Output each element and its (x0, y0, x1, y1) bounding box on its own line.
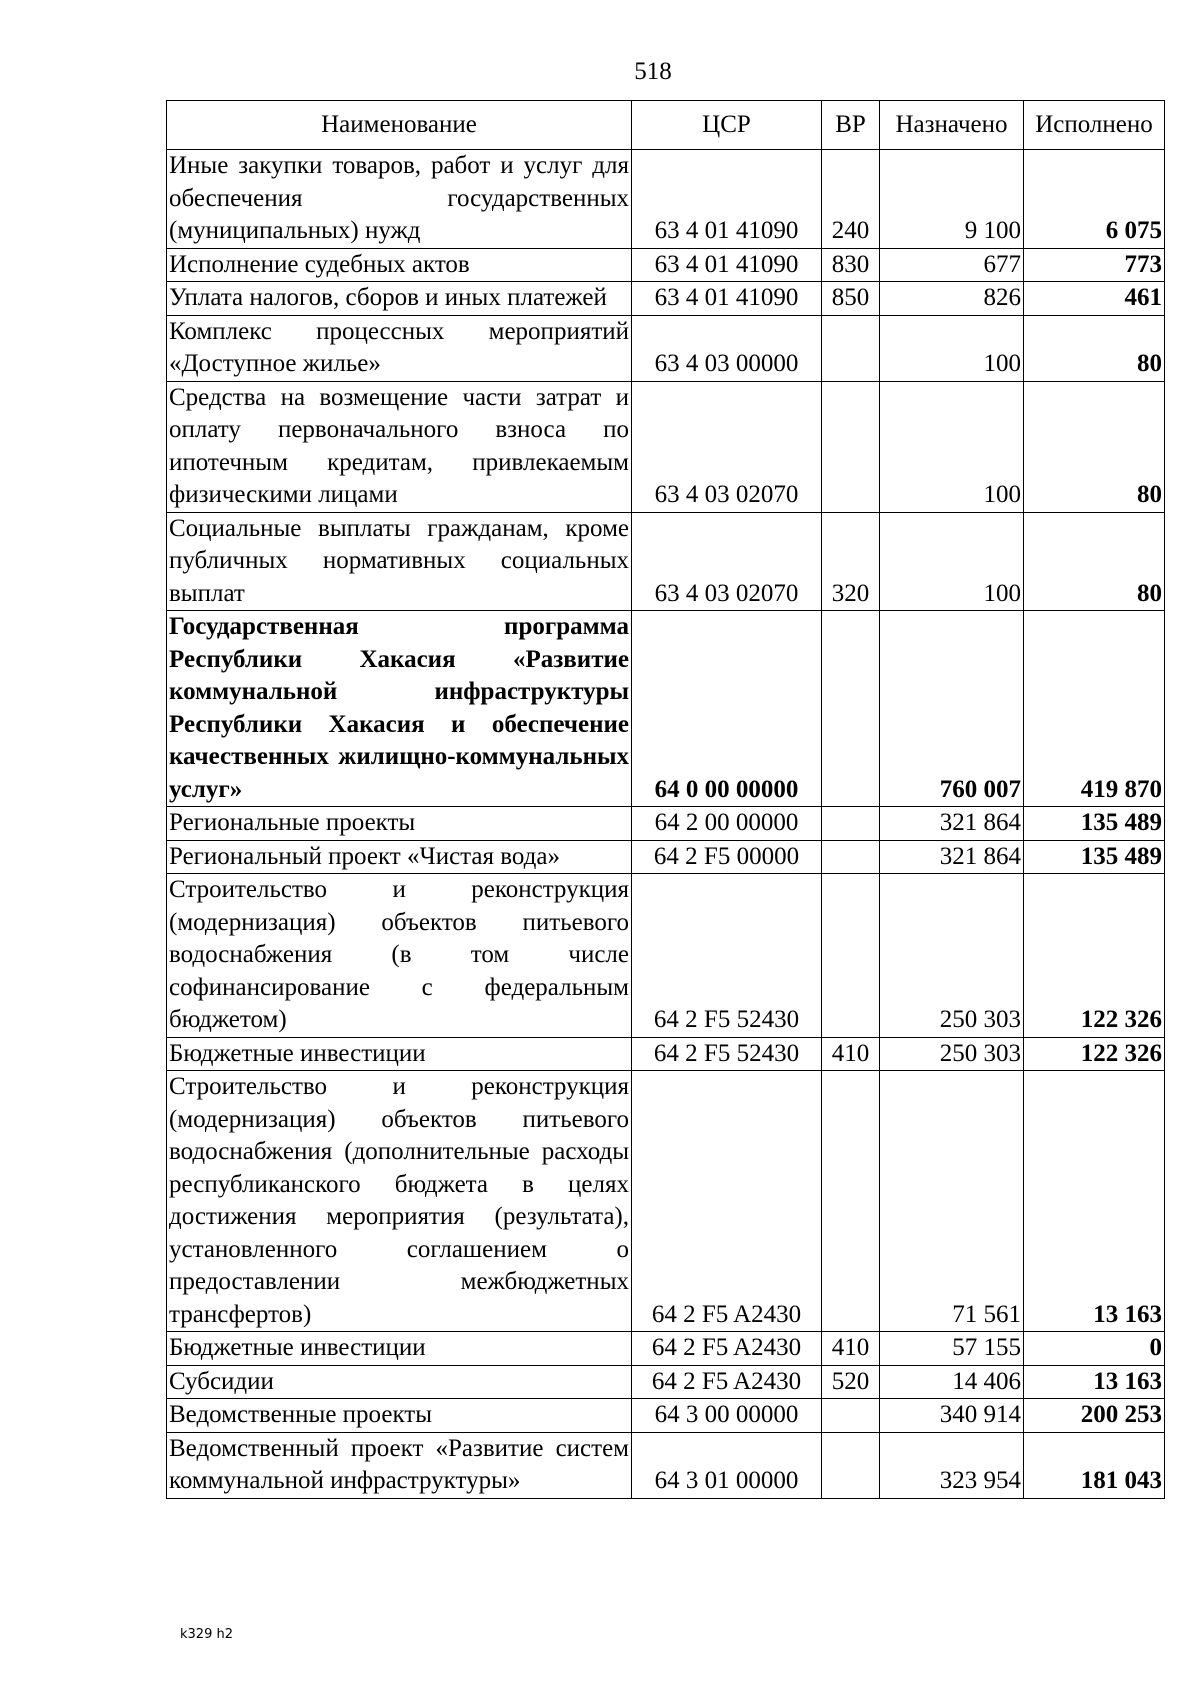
cell-executed: 13 163 (1024, 1071, 1165, 1332)
cell-vr: 410 (822, 1037, 880, 1071)
cell-name: Ведомственный проект «Развитие систем коммунальной инфраструктуры» (167, 1432, 632, 1498)
cell-executed: 181 043 (1024, 1432, 1165, 1498)
cell-executed: 80 (1024, 512, 1165, 611)
cell-name: Уплата налогов, сборов и иных платежей (167, 282, 632, 316)
cell-name: Строительство и реконструкция (модернизация) объектов питьевого водоснабжения (в том числе софинансирование с федеральным бюджетом) (167, 874, 632, 1038)
cell-name: Комплекс процессных мероприятий «Доступное жилье» (167, 315, 632, 381)
cell-vr: 830 (822, 248, 880, 282)
cell-csr: 64 2 F5 00000 (632, 840, 822, 874)
table-row (167, 611, 1165, 807)
cell-csr: 64 2 F5 52430 (632, 874, 822, 1038)
table-row (167, 840, 1165, 874)
header-name: Наименование (167, 101, 632, 150)
cell-executed: 0 (1024, 1332, 1165, 1366)
cell-csr: 64 2 F5 A2430 (632, 1365, 822, 1399)
cell-vr (822, 315, 880, 381)
cell-assigned: 57 155 (880, 1332, 1024, 1366)
cell-executed: 6 075 (1024, 150, 1165, 249)
cell-assigned: 677 (880, 248, 1024, 282)
cell-vr (822, 1432, 880, 1498)
cell-csr: 63 4 01 41090 (632, 248, 822, 282)
cell-assigned: 100 (880, 315, 1024, 381)
table-header-row (167, 101, 1165, 150)
page-number: 518 (634, 58, 672, 85)
cell-executed: 135 489 (1024, 807, 1165, 841)
cell-assigned: 14 406 (880, 1365, 1024, 1399)
cell-csr: 63 4 03 02070 (632, 512, 822, 611)
cell-name: Исполнение судебных актов (167, 248, 632, 282)
footer-mark: k329 h2 (180, 1627, 233, 1642)
cell-vr (822, 1399, 880, 1433)
cell-executed: 13 163 (1024, 1365, 1165, 1399)
cell-vr (822, 611, 880, 807)
cell-vr (822, 1071, 880, 1332)
cell-vr (822, 807, 880, 841)
cell-assigned: 323 954 (880, 1432, 1024, 1498)
cell-assigned: 9 100 (880, 150, 1024, 249)
cell-executed: 419 870 (1024, 611, 1165, 807)
cell-executed: 122 326 (1024, 874, 1165, 1038)
table-row (167, 248, 1165, 282)
table-row (167, 315, 1165, 381)
cell-name: Социальные выплаты гражданам, кроме публичных нормативных социальных выплат (167, 512, 632, 611)
cell-assigned: 760 007 (880, 611, 1024, 807)
cell-assigned: 71 561 (880, 1071, 1024, 1332)
cell-name: Региональный проект «Чистая вода» (167, 840, 632, 874)
table-row (167, 1332, 1165, 1366)
cell-csr: 64 2 00 00000 (632, 807, 822, 841)
cell-csr: 64 2 F5 A2430 (632, 1071, 822, 1332)
table-row (167, 282, 1165, 316)
cell-csr: 63 4 03 02070 (632, 381, 822, 512)
cell-executed: 80 (1024, 381, 1165, 512)
header-vr: ВР (822, 101, 880, 150)
cell-vr: 240 (822, 150, 880, 249)
table-row (167, 1365, 1165, 1399)
cell-csr: 63 4 01 41090 (632, 150, 822, 249)
cell-assigned: 100 (880, 381, 1024, 512)
header-csr: ЦСР (632, 101, 822, 150)
cell-executed: 135 489 (1024, 840, 1165, 874)
table-body (167, 150, 1165, 1499)
cell-assigned: 321 864 (880, 807, 1024, 841)
cell-assigned: 250 303 (880, 1037, 1024, 1071)
header-executed: Исполнено (1024, 101, 1165, 150)
cell-vr: 520 (822, 1365, 880, 1399)
table-row (167, 874, 1165, 1038)
table-row (167, 1399, 1165, 1433)
cell-csr: 64 3 00 00000 (632, 1399, 822, 1433)
cell-vr (822, 874, 880, 1038)
table-row (167, 807, 1165, 841)
cell-csr: 64 2 F5 52430 (632, 1037, 822, 1071)
table-row (167, 1071, 1165, 1332)
table-row (167, 150, 1165, 249)
cell-assigned: 321 864 (880, 840, 1024, 874)
cell-vr: 410 (822, 1332, 880, 1366)
cell-executed: 200 253 (1024, 1399, 1165, 1433)
cell-vr: 850 (822, 282, 880, 316)
cell-name: Бюджетные инвестиции (167, 1037, 632, 1071)
cell-vr (822, 840, 880, 874)
cell-csr: 64 0 00 00000 (632, 611, 822, 807)
table-row (167, 381, 1165, 512)
cell-vr (822, 381, 880, 512)
cell-executed: 80 (1024, 315, 1165, 381)
cell-executed: 773 (1024, 248, 1165, 282)
cell-csr: 63 4 03 00000 (632, 315, 822, 381)
header-assigned: Назначено (880, 101, 1024, 150)
table-row (167, 1432, 1165, 1498)
cell-csr: 63 4 01 41090 (632, 282, 822, 316)
cell-name: Иные закупки товаров, работ и услуг для обеспечения государственных (муниципальных) нужд (167, 150, 632, 249)
table-row (167, 1037, 1165, 1071)
table-row (167, 512, 1165, 611)
cell-name: Бюджетные инвестиции (167, 1332, 632, 1366)
cell-csr: 64 3 01 00000 (632, 1432, 822, 1498)
cell-name: Субсидии (167, 1365, 632, 1399)
cell-csr: 64 2 F5 A2430 (632, 1332, 822, 1366)
cell-assigned: 340 914 (880, 1399, 1024, 1433)
cell-vr: 320 (822, 512, 880, 611)
cell-name: Средства на возмещение части затрат и оплату первоначального взноса по ипотечным кредитам, привлекаемым физическими лицами (167, 381, 632, 512)
cell-assigned: 100 (880, 512, 1024, 611)
cell-name: Ведомственные проекты (167, 1399, 632, 1433)
cell-assigned: 826 (880, 282, 1024, 316)
cell-name: Строительство и реконструкция (модернизация) объектов питьевого водоснабжения (дополнительные расходы республиканского бюджета в целях достижения мероприятия (результата), установленного соглашением о предоставлении межбюджетных трансфертов) (167, 1071, 632, 1332)
cell-executed: 461 (1024, 282, 1165, 316)
cell-name: Государственная программа Республики Хакасия «Развитие коммунальной инфраструктуры Республики Хакасия и обеспечение качественных жилищно-коммунальных услуг» (167, 611, 632, 807)
budget-table (166, 100, 1165, 1499)
cell-name: Региональные проекты (167, 807, 632, 841)
cell-assigned: 250 303 (880, 874, 1024, 1038)
cell-executed: 122 326 (1024, 1037, 1165, 1071)
